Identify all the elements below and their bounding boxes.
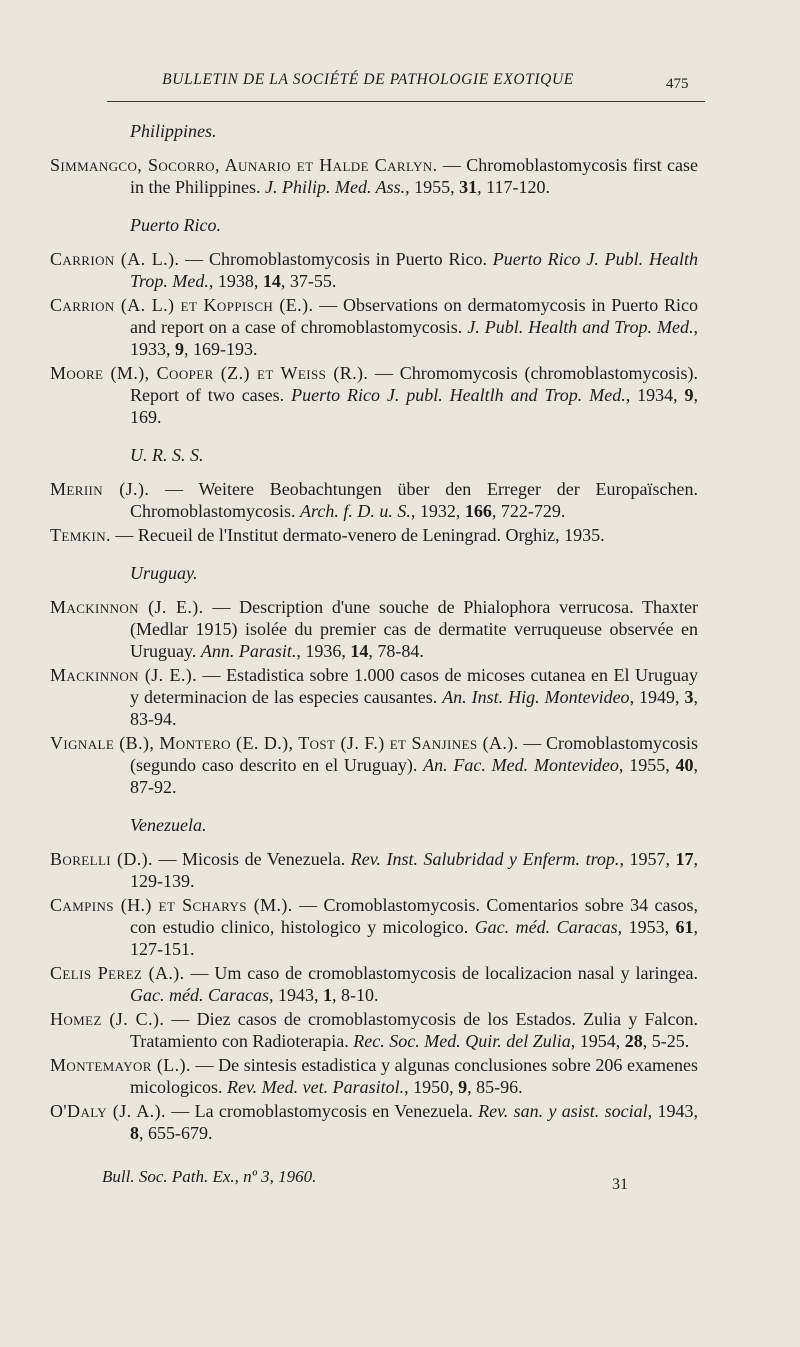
reference-year: 1936 <box>305 641 342 661</box>
reference-author: Montemayor (L.). <box>50 1055 191 1075</box>
reference-entry <box>50 732 698 798</box>
reference-entry <box>50 1008 698 1052</box>
reference-author: Mackinnon (J. E.). <box>50 665 198 685</box>
section-heading: Philippines. <box>130 121 217 141</box>
reference-journal: Arch. f. D. u. S. <box>300 501 411 521</box>
reference-journal: J. Publ. Health and Trop. Med. <box>467 317 694 337</box>
section-gap <box>50 430 698 444</box>
reference-entry <box>50 524 698 546</box>
signature-mark: 31 <box>612 1176 628 1193</box>
reference-author: O'Daly (J. A.). <box>50 1101 166 1121</box>
reference-text: — Chromomycosis (chromoblastomycosis). Report of two cases. <box>130 363 698 405</box>
reference-volume: 9 <box>175 339 184 359</box>
reference-year: 1934 <box>637 385 674 405</box>
reference-year: 1957 <box>629 849 666 869</box>
reference-entry <box>50 962 698 1006</box>
reference-separator: , <box>693 1101 699 1121</box>
reference-separator: , <box>665 849 676 869</box>
reference-separator: , <box>618 755 630 775</box>
reference-author: Mackinnon (J. E.). <box>50 597 204 617</box>
reference-volume: 28 <box>624 1031 643 1051</box>
reference-pages: , 85-96. <box>467 1077 523 1097</box>
reference-author: Temkin. <box>50 525 111 545</box>
reference-text: — Estadistica sobre 1.000 casos de micoses cutanea en El Uruguay y determinacion de las especies causantes. <box>130 665 698 707</box>
reference-entry <box>50 1100 698 1144</box>
reference-separator: , <box>296 641 306 661</box>
section-gap <box>50 548 698 562</box>
reference-separator: , <box>675 687 685 707</box>
reference-volume: 14 <box>350 641 369 661</box>
reference-volume: 9 <box>458 1077 468 1097</box>
reference-entry <box>50 294 698 360</box>
reference-pages: , 169. <box>130 385 699 427</box>
reference-author: Simmangco, Socorro, Aunario et Halde Carlyn. <box>50 155 438 175</box>
section-heading: Venezuela. <box>130 815 207 835</box>
reference-separator: , <box>268 985 278 1005</box>
reference-volume: 61 <box>675 917 694 937</box>
reference-journal: J. Philip. Med. Ass. <box>265 177 406 197</box>
reference-journal: Puerto Rico J. Publ. Health Trop. Med. <box>130 249 698 291</box>
reference-text: — Micosis de Venezuela. <box>152 849 351 869</box>
reference-journal: Rev. Inst. Salubridad y Enferm. trop. <box>350 849 620 869</box>
reference-year: 1953 <box>628 917 665 937</box>
reference-year: 1954 <box>579 1031 616 1051</box>
reference-text: — Um caso de cromoblastomycosis de localizacion nasal y laringea. <box>184 963 698 983</box>
reference-entry <box>50 894 698 960</box>
reference-pages: , 129-139. <box>130 849 699 891</box>
reference-journal: Rev. Med. vet. Parasitol. <box>227 1077 405 1097</box>
reference-separator: , <box>625 385 638 405</box>
reference-year: 1955 <box>629 755 666 775</box>
reference-pages: , 127-151. <box>130 917 699 959</box>
reference-text: — La cromoblastomycosis en Venezuela. <box>165 1101 479 1121</box>
reference-journal: An. Fac. Med. Montevideo <box>423 755 619 775</box>
page-number: 475 <box>666 76 689 92</box>
reference-journal: Rec. Soc. Med. Quir. del Zulia <box>353 1031 571 1051</box>
reference-journal: An. Inst. Hig. Montevideo <box>442 687 630 707</box>
reference-year: 1932 <box>419 501 456 521</box>
reference-separator: , <box>208 271 218 291</box>
reference-year: 1955 <box>414 177 451 197</box>
reference-year: 1949 <box>639 687 676 707</box>
reference-entry <box>50 664 698 730</box>
reference-volume: 31 <box>459 177 478 197</box>
reference-pages: , 169-193. <box>184 339 258 359</box>
reference-journal: Rev. san. y asist. social <box>478 1101 648 1121</box>
reference-entry <box>50 478 698 522</box>
reference-author: Moore (M.), Cooper (Z.) et Weiss (R.). <box>50 363 369 383</box>
reference-entry <box>50 848 698 892</box>
reference-volume: 8 <box>130 1123 139 1143</box>
reference-author: Campins (H.) et Scharys (M.). <box>50 895 293 915</box>
reference-journal: Gac. méd. Caracas <box>474 917 618 937</box>
reference-separator: , <box>629 687 640 707</box>
reference-journal: Gac. méd. Caracas <box>130 985 269 1005</box>
section-gap <box>50 200 698 214</box>
reference-separator: , <box>619 849 630 869</box>
reference-journal: Puerto Rico J. publ. Healtlh and Trop. Med. <box>291 385 626 405</box>
section-gap <box>50 800 698 814</box>
reference-separator: , <box>673 385 685 405</box>
running-head: BULLETIN DE LA SOCIÉTÉ DE PATHOLOGIE EXOTIQUE <box>162 71 574 88</box>
reference-separator: , <box>570 1031 580 1051</box>
reference-text: — Diez casos de cromoblastomycosis de los Estados. Zulia y Falcon. Tratamiento con Radioterapia. <box>130 1009 698 1051</box>
reference-author: Carrion (A. L.) et Koppisch (E.). <box>50 295 314 315</box>
reference-text: — Cromoblastomycosis (segundo caso descrito en el Uruguay). <box>130 733 698 775</box>
reference-pages: , 83-94. <box>130 687 698 729</box>
reference-year: 1938 <box>217 271 254 291</box>
reference-volume: 17 <box>675 849 694 869</box>
section-heading: Puerto Rico. <box>130 215 221 235</box>
reference-separator: , <box>404 1077 414 1097</box>
reference-text: — Cromoblastomycosis. Comentarios sobre 34 casos, con estudio clinico, histologico y micologico. <box>130 895 698 937</box>
reference-volume: 40 <box>675 755 694 775</box>
reference-separator: , <box>455 501 465 521</box>
section-heading: U. R. S. S. <box>130 445 204 465</box>
bibliography <box>50 120 698 1146</box>
reference-journal: Ann. Parasit. <box>200 641 297 661</box>
reference-entry <box>50 1054 698 1098</box>
footer-citation: Bull. Soc. Path. Ex., nº 3, 1960. <box>102 1167 317 1186</box>
reference-pages: , 8-10. <box>331 985 379 1005</box>
reference-author: Carrion (A. L.). <box>50 249 180 269</box>
reference-separator: , <box>166 339 175 359</box>
reference-pages: , 117-120. <box>477 177 550 197</box>
reference-text: — Observations on dermatomycosis in Puerto Rico and report on a case of chromoblastomycosis. <box>130 295 698 337</box>
reference-separator: , <box>449 1077 459 1097</box>
reference-separator: , <box>341 641 351 661</box>
reference-volume: 9 <box>684 385 694 405</box>
reference-pages: , 78-84. <box>368 641 424 661</box>
reference-pages: , 655-679. <box>139 1123 213 1143</box>
reference-year: 1933 <box>130 339 166 359</box>
reference-pages: , 87-92. <box>130 755 699 797</box>
reference-author: Homez (J. C.). <box>50 1009 165 1029</box>
reference-pages: , 37-55. <box>280 271 337 291</box>
reference-separator: , <box>664 917 676 937</box>
reference-entry <box>50 596 698 662</box>
reference-volume: 14 <box>262 271 281 291</box>
reference-author: Vignale (B.), Montero (E. D.), Tost (J. F.) et Sanjines (A.). <box>50 733 519 753</box>
reference-author: Celis Perez (A.). <box>50 963 185 983</box>
header-rule <box>107 101 705 102</box>
reference-year: 1950 <box>413 1077 450 1097</box>
reference-text: — Description d'une souche de Phialophora verrucosa. Thaxter (Medlar 1915) isolée du premier cas de dermatite verruqueuse observée en Uruguay. <box>130 597 698 661</box>
reference-separator: , <box>617 917 629 937</box>
reference-volume: 166 <box>464 501 492 521</box>
reference-volume: 1 <box>322 985 332 1005</box>
reference-text: — Chromoblastomycosis first case in the Philippines. <box>130 155 698 197</box>
reference-text: — Chromoblastomycosis in Puerto Rico. <box>179 249 493 269</box>
reference-text: — Recueil de l'Institut dermato-venero de Leningrad. Orghiz, 1935. <box>110 525 605 545</box>
reference-entry <box>50 362 698 428</box>
reference-pages: , 5-25. <box>642 1031 690 1051</box>
reference-author: Borelli (D.). <box>50 849 153 869</box>
reference-separator: , <box>313 985 323 1005</box>
reference-separator: , <box>253 271 263 291</box>
reference-text: — De sintesis estadistica y algunas conclusiones sobre 206 examenes micologicos. <box>130 1055 698 1097</box>
reference-separator: , <box>410 501 420 521</box>
section-heading: Uruguay. <box>130 563 198 583</box>
reference-year: 1943 <box>657 1101 694 1121</box>
reference-volume: 3 <box>684 687 694 707</box>
reference-pages: , 722-729. <box>491 501 566 521</box>
reference-separator: , <box>405 177 415 197</box>
reference-entry <box>50 248 698 292</box>
reference-year: 1943 <box>277 985 314 1005</box>
reference-entry <box>50 154 698 198</box>
reference-separator: , <box>615 1031 625 1051</box>
reference-separator: , <box>450 177 460 197</box>
reference-separator: , <box>665 755 676 775</box>
reference-text: — Weitere Beobachtungen über den Erreger der Europaïschen. Chromoblastomycosis. <box>130 479 698 521</box>
reference-separator: , <box>693 317 698 337</box>
reference-author: Meriin (J.). <box>50 479 150 499</box>
reference-separator: , <box>647 1101 658 1121</box>
